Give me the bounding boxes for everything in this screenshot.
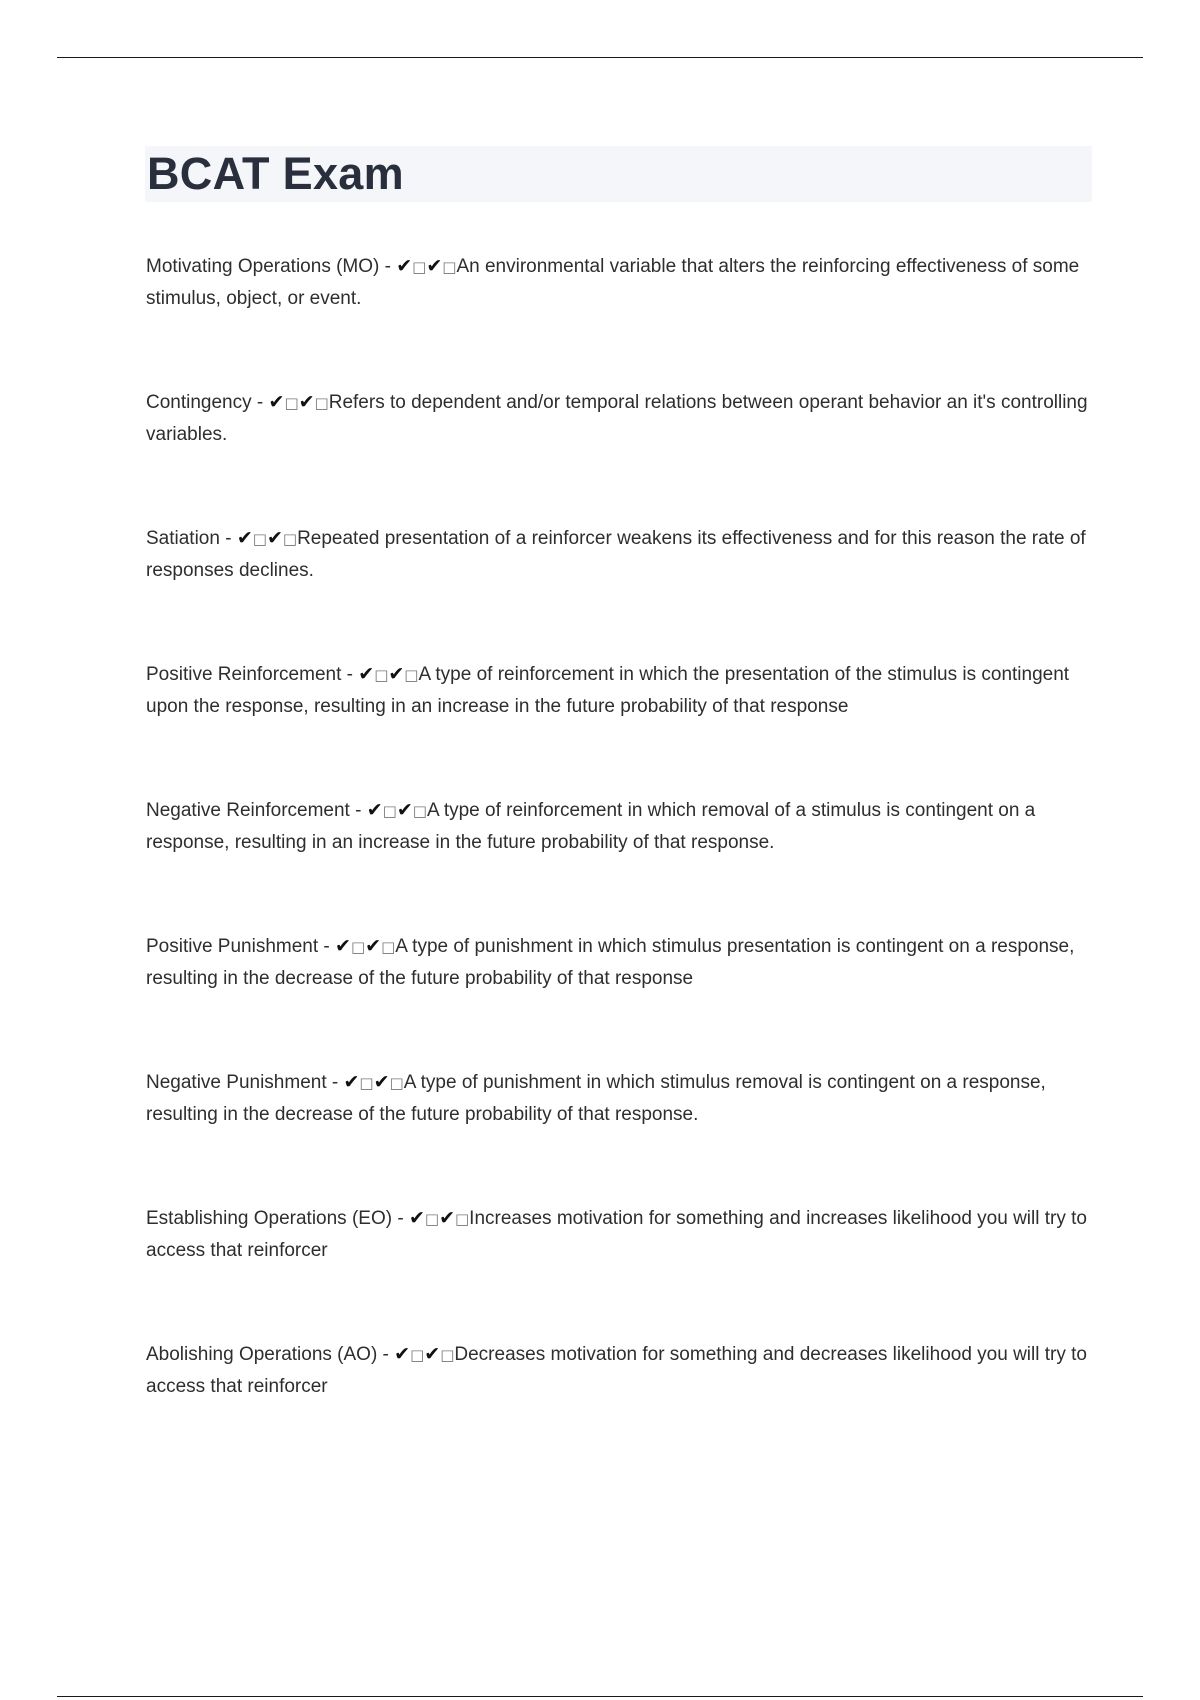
entry-term: Abolishing Operations (AO) (146, 1344, 378, 1365)
empty-box-icon: □ (381, 938, 396, 956)
entry-term: Negative Punishment (146, 1072, 327, 1093)
term-separator: - (392, 1208, 409, 1229)
empty-box-icon: □ (374, 666, 389, 684)
flashcard-entry (146, 930, 1091, 1066)
entry-definition: Increases motivation for something and increases likelihood you will try to access that reinforcer (146, 1208, 1087, 1261)
entry-definition: Decreases motivation for something and decreases likelihood you will try to access that reinforcer (146, 1344, 1087, 1397)
term-separator: - (341, 664, 359, 685)
term-separator: - (318, 936, 336, 957)
empty-box-icon: □ (252, 530, 267, 548)
empty-box-icon: □ (350, 938, 366, 956)
entry-definition: A type of reinforcement in which the presentation of the stimulus is contingent upon the response, resulting in an increase in the future probability of that response (146, 664, 1070, 717)
entry-definition: A type of punishment in which stimulus removal is contingent on a response, resulting in the decrease of the future probability of that response. (146, 1072, 1046, 1125)
checkmark-icon: ✔ (394, 1343, 411, 1365)
checkmark-icon: ✔ (426, 255, 443, 277)
entry-definition: An environmental variable that alters the reinforcing effectiveness of some stimulus, object, or event. (146, 256, 1080, 309)
checkmark-icon: ✔ (396, 799, 413, 821)
checkmark-icon: ✔ (268, 391, 285, 413)
empty-box-icon: □ (412, 258, 427, 276)
empty-box-icon: □ (410, 1346, 425, 1364)
checkmark-icon: ✔ (236, 527, 253, 549)
term-separator: - (219, 528, 237, 549)
bottom-rule (57, 1696, 1143, 1697)
empty-box-icon: □ (442, 258, 457, 276)
entry-term: Establishing Operations (EO) (146, 1208, 393, 1229)
flashcard-entry (146, 386, 1091, 522)
checkmark-icon: ✔ (358, 663, 375, 685)
checkmark-icon: ✔ (396, 255, 413, 277)
empty-box-icon: □ (382, 802, 397, 820)
term-separator: - (326, 1072, 344, 1093)
checkmark-icon: ✔ (298, 391, 315, 413)
entry-definition: A type of reinforcement in which removal of a stimulus is contingent on a response, resulting in an increase in the future probability of that response. (146, 800, 1036, 853)
top-rule (57, 57, 1143, 58)
checkmark-icon: ✔ (266, 527, 283, 549)
term-separator: - (251, 392, 269, 413)
flashcard-entry (146, 250, 1091, 386)
entry-term: Negative Reinforcement (146, 800, 350, 821)
flashcard-entry (146, 658, 1091, 794)
checkmark-icon: ✔ (439, 1207, 455, 1229)
empty-box-icon: □ (454, 1210, 470, 1228)
entry-term: Contingency (146, 392, 252, 413)
entry-term: Positive Reinforcement (146, 664, 342, 685)
term-separator: - (377, 1344, 395, 1365)
flashcard-entry (146, 1066, 1091, 1202)
empty-box-icon: □ (389, 1074, 404, 1092)
empty-box-icon: □ (412, 802, 427, 820)
checkmark-icon: ✔ (424, 1343, 441, 1365)
checkmark-icon: ✔ (343, 1071, 360, 1093)
checkmark-icon: ✔ (335, 935, 351, 957)
empty-box-icon: □ (314, 394, 329, 412)
entry-term: Positive Punishment (146, 936, 319, 957)
entry-definition: Refers to dependent and/or temporal relations between operant behavior an it's controlling variables. (146, 392, 1088, 445)
entry-term: Motivating Operations (MO) (146, 256, 380, 277)
flashcard-entry (146, 522, 1091, 658)
checkmark-icon: ✔ (388, 663, 405, 685)
flashcard-entry (146, 1202, 1091, 1338)
checkmark-icon: ✔ (373, 1071, 390, 1093)
flashcard-entry (146, 1338, 1091, 1474)
checkmark-icon: ✔ (365, 935, 382, 957)
empty-box-icon: □ (359, 1074, 374, 1092)
flashcard-entry (146, 794, 1091, 930)
flashcard-list (146, 250, 1091, 1474)
empty-box-icon: □ (282, 530, 298, 548)
empty-box-icon: □ (424, 1210, 440, 1228)
empty-box-icon: □ (440, 1346, 455, 1364)
checkmark-icon: ✔ (366, 799, 383, 821)
entry-term: Satiation (146, 528, 220, 549)
entry-definition: Repeated presentation of a reinforcer weakens its effectiveness and for this reason the rate of responses declines. (146, 528, 1086, 581)
entry-definition: A type of punishment in which stimulus presentation is contingent on a response, resulting in the decrease of the future probability of that response (146, 936, 1075, 989)
empty-box-icon: □ (404, 666, 419, 684)
empty-box-icon: □ (284, 394, 299, 412)
page-title: BCAT Exam (147, 148, 404, 199)
term-separator: - (349, 800, 367, 821)
checkmark-icon: ✔ (408, 1207, 425, 1229)
term-separator: - (379, 256, 397, 277)
